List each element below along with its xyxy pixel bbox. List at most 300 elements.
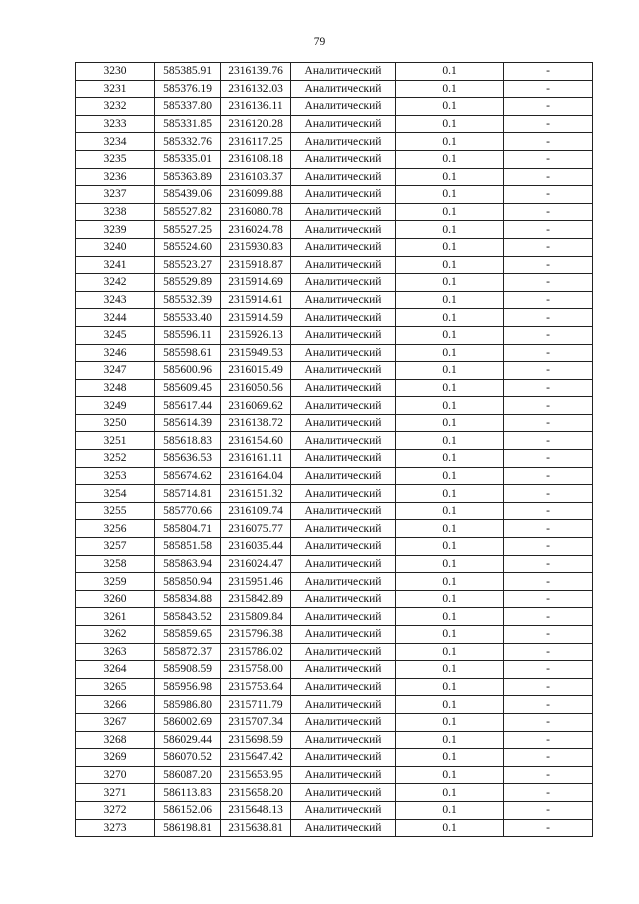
method-cell: Аналитический <box>291 678 396 696</box>
method-cell: Аналитический <box>291 502 396 520</box>
table-row <box>76 98 593 116</box>
accuracy-cell: 0.1 <box>396 678 504 696</box>
y-coordinate-cell: 2315653.95 <box>221 766 291 784</box>
x-coordinate-cell: 585617.44 <box>155 397 221 415</box>
x-coordinate-cell: 585527.82 <box>155 203 221 221</box>
point-number-cell: 3233 <box>76 115 155 133</box>
x-coordinate-cell: 586070.52 <box>155 749 221 767</box>
method-cell: Аналитический <box>291 713 396 731</box>
method-cell: Аналитический <box>291 661 396 679</box>
y-coordinate-cell: 2315758.00 <box>221 661 291 679</box>
accuracy-cell: 0.1 <box>396 238 504 256</box>
y-coordinate-cell: 2316015.49 <box>221 362 291 380</box>
accuracy-cell: 0.1 <box>396 784 504 802</box>
note-cell: - <box>504 186 593 204</box>
y-coordinate-cell: 2315796.38 <box>221 626 291 644</box>
point-number-cell: 3269 <box>76 749 155 767</box>
note-cell: - <box>504 133 593 151</box>
table-row <box>76 203 593 221</box>
x-coordinate-cell: 585527.25 <box>155 221 221 239</box>
point-number-cell: 3260 <box>76 590 155 608</box>
x-coordinate-cell: 585533.40 <box>155 309 221 327</box>
table-row <box>76 450 593 468</box>
x-coordinate-cell: 585674.62 <box>155 467 221 485</box>
table-row <box>76 256 593 274</box>
table-row <box>76 80 593 98</box>
note-cell: - <box>504 432 593 450</box>
x-coordinate-cell: 585956.98 <box>155 678 221 696</box>
point-number-cell: 3248 <box>76 379 155 397</box>
accuracy-cell: 0.1 <box>396 221 504 239</box>
y-coordinate-cell: 2316136.11 <box>221 98 291 116</box>
note-cell: - <box>504 538 593 556</box>
point-number-cell: 3252 <box>76 450 155 468</box>
method-cell: Аналитический <box>291 520 396 538</box>
note-cell: - <box>504 379 593 397</box>
x-coordinate-cell: 585596.11 <box>155 326 221 344</box>
method-cell: Аналитический <box>291 98 396 116</box>
point-number-cell: 3234 <box>76 133 155 151</box>
method-cell: Аналитический <box>291 186 396 204</box>
accuracy-cell: 0.1 <box>396 115 504 133</box>
accuracy-cell: 0.1 <box>396 696 504 714</box>
y-coordinate-cell: 2315753.64 <box>221 678 291 696</box>
note-cell: - <box>504 713 593 731</box>
y-coordinate-cell: 2315658.20 <box>221 784 291 802</box>
note-cell: - <box>504 643 593 661</box>
point-number-cell: 3262 <box>76 626 155 644</box>
x-coordinate-cell: 585908.59 <box>155 661 221 679</box>
y-coordinate-cell: 2315914.59 <box>221 309 291 327</box>
point-number-cell: 3258 <box>76 555 155 573</box>
point-number-cell: 3231 <box>76 80 155 98</box>
accuracy-cell: 0.1 <box>396 520 504 538</box>
note-cell: - <box>504 115 593 133</box>
x-coordinate-cell: 586152.06 <box>155 801 221 819</box>
x-coordinate-cell: 585804.71 <box>155 520 221 538</box>
table-row <box>76 819 593 837</box>
accuracy-cell: 0.1 <box>396 309 504 327</box>
note-cell: - <box>504 766 593 784</box>
method-cell: Аналитический <box>291 555 396 573</box>
method-cell: Аналитический <box>291 608 396 626</box>
x-coordinate-cell: 585332.76 <box>155 133 221 151</box>
y-coordinate-cell: 2316109.74 <box>221 502 291 520</box>
x-coordinate-cell: 585614.39 <box>155 414 221 432</box>
table-row <box>76 379 593 397</box>
x-coordinate-cell: 585636.53 <box>155 450 221 468</box>
accuracy-cell: 0.1 <box>396 274 504 292</box>
accuracy-cell: 0.1 <box>396 555 504 573</box>
table-row <box>76 467 593 485</box>
point-number-cell: 3265 <box>76 678 155 696</box>
table-row <box>76 115 593 133</box>
note-cell: - <box>504 661 593 679</box>
method-cell: Аналитический <box>291 643 396 661</box>
note-cell: - <box>504 221 593 239</box>
note-cell: - <box>504 238 593 256</box>
table-row <box>76 291 593 309</box>
note-cell: - <box>504 309 593 327</box>
method-cell: Аналитический <box>291 221 396 239</box>
point-number-cell: 3266 <box>76 696 155 714</box>
table-row <box>76 713 593 731</box>
note-cell: - <box>504 502 593 520</box>
accuracy-cell: 0.1 <box>396 326 504 344</box>
point-number-cell: 3244 <box>76 309 155 327</box>
note-cell: - <box>504 573 593 591</box>
point-number-cell: 3267 <box>76 713 155 731</box>
x-coordinate-cell: 585872.37 <box>155 643 221 661</box>
coordinates-table <box>75 62 593 837</box>
accuracy-cell: 0.1 <box>396 362 504 380</box>
table-row <box>76 63 593 81</box>
note-cell: - <box>504 344 593 362</box>
y-coordinate-cell: 2316024.78 <box>221 221 291 239</box>
y-coordinate-cell: 2315930.83 <box>221 238 291 256</box>
x-coordinate-cell: 585770.66 <box>155 502 221 520</box>
point-number-cell: 3236 <box>76 168 155 186</box>
table-row <box>76 626 593 644</box>
table-row <box>76 801 593 819</box>
x-coordinate-cell: 585335.01 <box>155 150 221 168</box>
point-number-cell: 3254 <box>76 485 155 503</box>
note-cell: - <box>504 678 593 696</box>
note-cell: - <box>504 590 593 608</box>
note-cell: - <box>504 749 593 767</box>
y-coordinate-cell: 2315809.84 <box>221 608 291 626</box>
x-coordinate-cell: 585618.83 <box>155 432 221 450</box>
y-coordinate-cell: 2316050.56 <box>221 379 291 397</box>
note-cell: - <box>504 784 593 802</box>
note-cell: - <box>504 80 593 98</box>
point-number-cell: 3251 <box>76 432 155 450</box>
point-number-cell: 3256 <box>76 520 155 538</box>
method-cell: Аналитический <box>291 115 396 133</box>
y-coordinate-cell: 2315918.87 <box>221 256 291 274</box>
y-coordinate-cell: 2316108.18 <box>221 150 291 168</box>
table-row <box>76 238 593 256</box>
note-cell: - <box>504 326 593 344</box>
note-cell: - <box>504 608 593 626</box>
note-cell: - <box>504 555 593 573</box>
y-coordinate-cell: 2316132.03 <box>221 80 291 98</box>
point-number-cell: 3255 <box>76 502 155 520</box>
accuracy-cell: 0.1 <box>396 133 504 151</box>
x-coordinate-cell: 585363.89 <box>155 168 221 186</box>
accuracy-cell: 0.1 <box>396 467 504 485</box>
note-cell: - <box>504 256 593 274</box>
method-cell: Аналитический <box>291 626 396 644</box>
accuracy-cell: 0.1 <box>396 150 504 168</box>
accuracy-cell: 0.1 <box>396 432 504 450</box>
x-coordinate-cell: 585863.94 <box>155 555 221 573</box>
point-number-cell: 3253 <box>76 467 155 485</box>
method-cell: Аналитический <box>291 203 396 221</box>
accuracy-cell: 0.1 <box>396 661 504 679</box>
x-coordinate-cell: 585524.60 <box>155 238 221 256</box>
x-coordinate-cell: 585529.89 <box>155 274 221 292</box>
point-number-cell: 3271 <box>76 784 155 802</box>
y-coordinate-cell: 2316120.28 <box>221 115 291 133</box>
accuracy-cell: 0.1 <box>396 573 504 591</box>
point-number-cell: 3249 <box>76 397 155 415</box>
point-number-cell: 3241 <box>76 256 155 274</box>
page-number: 79 <box>313 36 326 48</box>
x-coordinate-cell: 585609.45 <box>155 379 221 397</box>
table-row <box>76 538 593 556</box>
x-coordinate-cell: 585331.85 <box>155 115 221 133</box>
accuracy-cell: 0.1 <box>396 749 504 767</box>
point-number-cell: 3239 <box>76 221 155 239</box>
table-row <box>76 432 593 450</box>
point-number-cell: 3250 <box>76 414 155 432</box>
note-cell: - <box>504 203 593 221</box>
y-coordinate-cell: 2315638.81 <box>221 819 291 837</box>
note-cell: - <box>504 819 593 837</box>
note-cell: - <box>504 274 593 292</box>
accuracy-cell: 0.1 <box>396 291 504 309</box>
note-cell: - <box>504 414 593 432</box>
y-coordinate-cell: 2316117.25 <box>221 133 291 151</box>
point-number-cell: 3263 <box>76 643 155 661</box>
table-row <box>76 784 593 802</box>
coordinates-table-body <box>76 63 593 837</box>
accuracy-cell: 0.1 <box>396 819 504 837</box>
x-coordinate-cell: 585843.52 <box>155 608 221 626</box>
table-row <box>76 397 593 415</box>
accuracy-cell: 0.1 <box>396 80 504 98</box>
note-cell: - <box>504 731 593 749</box>
accuracy-cell: 0.1 <box>396 643 504 661</box>
note-cell: - <box>504 626 593 644</box>
method-cell: Аналитический <box>291 256 396 274</box>
y-coordinate-cell: 2315842.89 <box>221 590 291 608</box>
note-cell: - <box>504 801 593 819</box>
x-coordinate-cell: 585598.61 <box>155 344 221 362</box>
method-cell: Аналитический <box>291 309 396 327</box>
point-number-cell: 3261 <box>76 608 155 626</box>
note-cell: - <box>504 485 593 503</box>
table-row <box>76 309 593 327</box>
table-row <box>76 221 593 239</box>
table-row <box>76 502 593 520</box>
table-row <box>76 661 593 679</box>
accuracy-cell: 0.1 <box>396 801 504 819</box>
y-coordinate-cell: 2315926.13 <box>221 326 291 344</box>
method-cell: Аналитический <box>291 731 396 749</box>
x-coordinate-cell: 586087.20 <box>155 766 221 784</box>
method-cell: Аналитический <box>291 133 396 151</box>
x-coordinate-cell: 585986.80 <box>155 696 221 714</box>
x-coordinate-cell: 585385.91 <box>155 63 221 81</box>
accuracy-cell: 0.1 <box>396 256 504 274</box>
note-cell: - <box>504 150 593 168</box>
table-row <box>76 696 593 714</box>
point-number-cell: 3246 <box>76 344 155 362</box>
table-row <box>76 520 593 538</box>
table-row <box>76 168 593 186</box>
accuracy-cell: 0.1 <box>396 538 504 556</box>
x-coordinate-cell: 585834.88 <box>155 590 221 608</box>
x-coordinate-cell: 585532.39 <box>155 291 221 309</box>
x-coordinate-cell: 585523.27 <box>155 256 221 274</box>
point-number-cell: 3232 <box>76 98 155 116</box>
y-coordinate-cell: 2316035.44 <box>221 538 291 556</box>
table-row <box>76 414 593 432</box>
point-number-cell: 3230 <box>76 63 155 81</box>
point-number-cell: 3272 <box>76 801 155 819</box>
table-row <box>76 643 593 661</box>
note-cell: - <box>504 696 593 714</box>
accuracy-cell: 0.1 <box>396 731 504 749</box>
method-cell: Аналитический <box>291 696 396 714</box>
point-number-cell: 3259 <box>76 573 155 591</box>
method-cell: Аналитический <box>291 538 396 556</box>
table-row <box>76 573 593 591</box>
accuracy-cell: 0.1 <box>396 186 504 204</box>
y-coordinate-cell: 2315949.53 <box>221 344 291 362</box>
x-coordinate-cell: 586002.69 <box>155 713 221 731</box>
method-cell: Аналитический <box>291 344 396 362</box>
method-cell: Аналитический <box>291 432 396 450</box>
table-row <box>76 326 593 344</box>
accuracy-cell: 0.1 <box>396 379 504 397</box>
method-cell: Аналитический <box>291 238 396 256</box>
accuracy-cell: 0.1 <box>396 485 504 503</box>
y-coordinate-cell: 2315698.59 <box>221 731 291 749</box>
y-coordinate-cell: 2316080.78 <box>221 203 291 221</box>
method-cell: Аналитический <box>291 784 396 802</box>
accuracy-cell: 0.1 <box>396 98 504 116</box>
accuracy-cell: 0.1 <box>396 203 504 221</box>
y-coordinate-cell: 2316139.76 <box>221 63 291 81</box>
accuracy-cell: 0.1 <box>396 590 504 608</box>
table-row <box>76 133 593 151</box>
accuracy-cell: 0.1 <box>396 414 504 432</box>
table-row <box>76 608 593 626</box>
method-cell: Аналитический <box>291 766 396 784</box>
table-row <box>76 362 593 380</box>
y-coordinate-cell: 2316069.62 <box>221 397 291 415</box>
method-cell: Аналитический <box>291 819 396 837</box>
table-row <box>76 749 593 767</box>
y-coordinate-cell: 2315647.42 <box>221 749 291 767</box>
point-number-cell: 3257 <box>76 538 155 556</box>
x-coordinate-cell: 585337.80 <box>155 98 221 116</box>
point-number-cell: 3237 <box>76 186 155 204</box>
table-row <box>76 590 593 608</box>
x-coordinate-cell: 585850.94 <box>155 573 221 591</box>
y-coordinate-cell: 2316075.77 <box>221 520 291 538</box>
y-coordinate-cell: 2315786.02 <box>221 643 291 661</box>
y-coordinate-cell: 2316024.47 <box>221 555 291 573</box>
method-cell: Аналитический <box>291 414 396 432</box>
x-coordinate-cell: 586198.81 <box>155 819 221 837</box>
method-cell: Аналитический <box>291 80 396 98</box>
point-number-cell: 3240 <box>76 238 155 256</box>
point-number-cell: 3264 <box>76 661 155 679</box>
method-cell: Аналитический <box>291 168 396 186</box>
y-coordinate-cell: 2316103.37 <box>221 168 291 186</box>
table-row <box>76 344 593 362</box>
x-coordinate-cell: 585714.81 <box>155 485 221 503</box>
table-row <box>76 766 593 784</box>
table-row <box>76 274 593 292</box>
note-cell: - <box>504 397 593 415</box>
x-coordinate-cell: 585851.58 <box>155 538 221 556</box>
point-number-cell: 3270 <box>76 766 155 784</box>
y-coordinate-cell: 2316161.11 <box>221 450 291 468</box>
method-cell: Аналитический <box>291 467 396 485</box>
method-cell: Аналитический <box>291 274 396 292</box>
method-cell: Аналитический <box>291 150 396 168</box>
y-coordinate-cell: 2316151.32 <box>221 485 291 503</box>
table-row <box>76 678 593 696</box>
method-cell: Аналитический <box>291 749 396 767</box>
method-cell: Аналитический <box>291 590 396 608</box>
method-cell: Аналитический <box>291 485 396 503</box>
x-coordinate-cell: 586029.44 <box>155 731 221 749</box>
point-number-cell: 3268 <box>76 731 155 749</box>
point-number-cell: 3238 <box>76 203 155 221</box>
table-row <box>76 555 593 573</box>
point-number-cell: 3245 <box>76 326 155 344</box>
accuracy-cell: 0.1 <box>396 502 504 520</box>
accuracy-cell: 0.1 <box>396 344 504 362</box>
y-coordinate-cell: 2315951.46 <box>221 573 291 591</box>
accuracy-cell: 0.1 <box>396 450 504 468</box>
accuracy-cell: 0.1 <box>396 713 504 731</box>
table-row <box>76 186 593 204</box>
y-coordinate-cell: 2316138.72 <box>221 414 291 432</box>
method-cell: Аналитический <box>291 801 396 819</box>
x-coordinate-cell: 585859.65 <box>155 626 221 644</box>
method-cell: Аналитический <box>291 291 396 309</box>
table-row <box>76 731 593 749</box>
y-coordinate-cell: 2316164.04 <box>221 467 291 485</box>
point-number-cell: 3273 <box>76 819 155 837</box>
note-cell: - <box>504 98 593 116</box>
method-cell: Аналитический <box>291 573 396 591</box>
x-coordinate-cell: 585376.19 <box>155 80 221 98</box>
y-coordinate-cell: 2315707.34 <box>221 713 291 731</box>
accuracy-cell: 0.1 <box>396 608 504 626</box>
y-coordinate-cell: 2315914.69 <box>221 274 291 292</box>
y-coordinate-cell: 2316154.60 <box>221 432 291 450</box>
table-row <box>76 485 593 503</box>
x-coordinate-cell: 586113.83 <box>155 784 221 802</box>
y-coordinate-cell: 2315914.61 <box>221 291 291 309</box>
accuracy-cell: 0.1 <box>396 626 504 644</box>
accuracy-cell: 0.1 <box>396 766 504 784</box>
note-cell: - <box>504 450 593 468</box>
accuracy-cell: 0.1 <box>396 397 504 415</box>
accuracy-cell: 0.1 <box>396 168 504 186</box>
point-number-cell: 3242 <box>76 274 155 292</box>
note-cell: - <box>504 362 593 380</box>
method-cell: Аналитический <box>291 63 396 81</box>
method-cell: Аналитический <box>291 450 396 468</box>
x-coordinate-cell: 585600.96 <box>155 362 221 380</box>
method-cell: Аналитический <box>291 362 396 380</box>
note-cell: - <box>504 168 593 186</box>
method-cell: Аналитический <box>291 326 396 344</box>
note-cell: - <box>504 467 593 485</box>
y-coordinate-cell: 2315711.79 <box>221 696 291 714</box>
table-row <box>76 150 593 168</box>
method-cell: Аналитический <box>291 397 396 415</box>
